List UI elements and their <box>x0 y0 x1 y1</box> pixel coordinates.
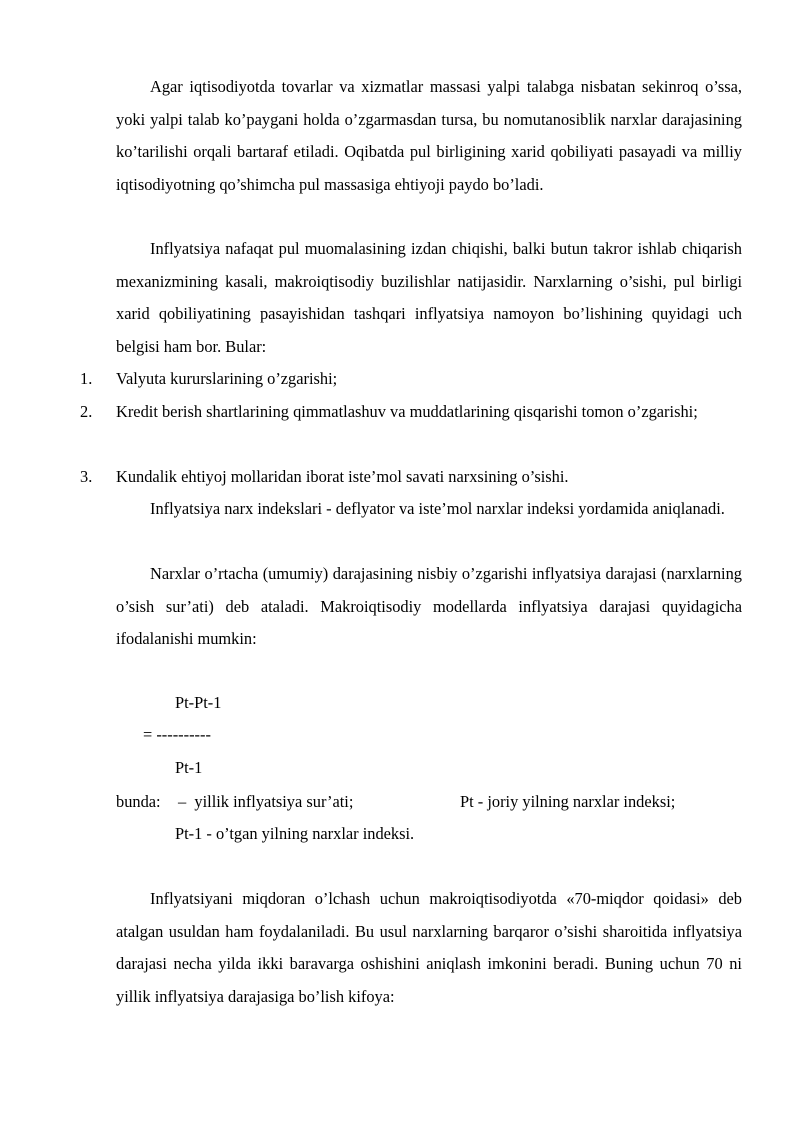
list-item <box>80 363 742 396</box>
paragraph-4: Narxlar o’rtacha (umumiy) darajasining nisbiy o’zgarishi inflyatsiya darajasi (narxlarning o’sish sur’ati) deb ataladi. Makroiqtisodiy modellarda inflyatsiya darajasi quyidagicha ifodalanishi mumkin: <box>116 564 742 648</box>
legend-item-3: Pt-1 - o’tgan yilning narxlar indeksi. <box>175 824 415 843</box>
paragraph-1: Agar iqtisodiyotda tovarlar va xizmatlar massasi yalpi talabga nisbatan sekinroq o’ssa, yoki yalpi talab ko’paygani holda o’zgarmasdan tursa, bu nomutanosiblik narxlar darajasining ko’tarilishi orqali bartaraf etiladi. Oqibatda pul birligining xarid qobiliyati pasayadi va milliy iqtisodiyotning qo’shimcha pul massasiga ehtiyoji paydo bo’ladi. <box>116 77 742 194</box>
list-text: Kredit berish shartlarining qimmatlashuv va muddatlarining qisqarishi tomon o’zgarishi; <box>116 402 698 421</box>
formula-bar: = ---------- <box>143 725 211 744</box>
list-number: 3. <box>80 467 93 486</box>
paragraph-3: Inflyatsiya narx indekslari - deflyator va iste’mol narxlar indeksi yordamida aniqlanadi. <box>150 499 725 518</box>
list-item <box>80 461 742 494</box>
list-text: Valyuta kururslarining o’zgarishi; <box>116 369 338 388</box>
legend-bunda: bunda: <box>116 792 161 811</box>
legend-item-2: Pt - joriy yilning narxlar indeksi; <box>460 792 676 811</box>
list-text: Kundalik ehtiyoj mollaridan iborat iste’mol savati narxsining o’sishi. <box>116 467 569 486</box>
legend-item-1: – yillik inflyatsiya sur’ati; <box>178 792 354 811</box>
list-item <box>80 396 742 429</box>
paragraph-5: Inflyatsiyani miqdoran o’lchash uchun makroiqtisodiyotda «70-miqdor qoidasi» deb atalgan usuldan ham foydalaniladi. Bu usul narxlarning barqaror o’sishi sharoitida inflyatsiya darajasi necha yilda ikki baravarga oshishini aniqlash imkonini beradi. Buning uchun 70 ni yillik inflyatsiya darajasiga bo’lish kifoya: <box>116 889 742 1006</box>
list-number: 2. <box>80 402 93 421</box>
formula-numerator: Pt-Pt-1 <box>175 693 222 712</box>
list-number: 1. <box>80 369 93 388</box>
formula-denominator: Pt-1 <box>175 758 203 777</box>
paragraph-2: Inflyatsiya nafaqat pul muomalasining izdan chiqishi, balki butun takror ishlab chiqarish mexanizmining kasali, makroiqtisodiy buzilishlar natijasidir. Narxlarning o’sishi, pul birligi xarid qobiliyatining pasayishidan tashqari inflyatsiya namoyon bo’lishining quyidagi uch belgisi ham bor. Bular: <box>116 239 742 356</box>
